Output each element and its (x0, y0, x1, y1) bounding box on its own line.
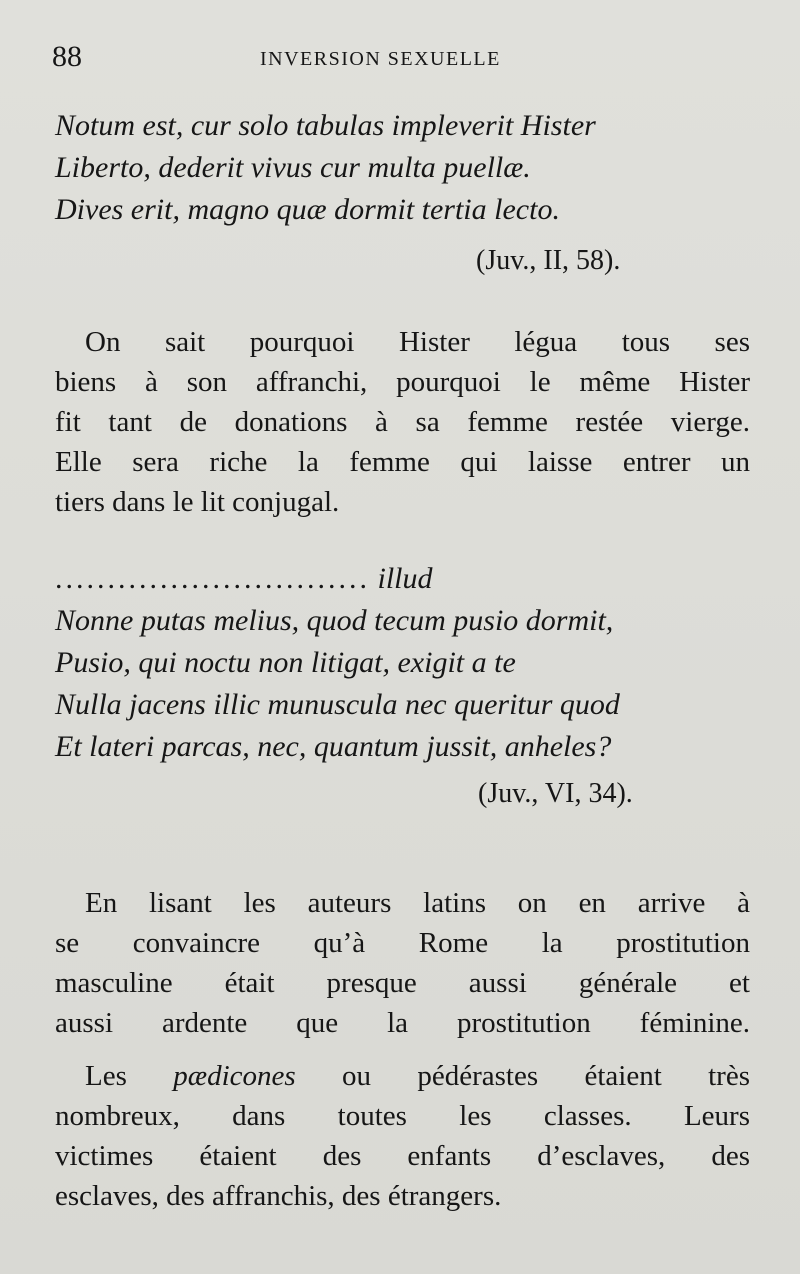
text-fragment: ou pédérastes étaient très (295, 1060, 751, 1092)
italic-term: pædicones (173, 1060, 296, 1092)
verse-line-with-ellipsis (55, 558, 620, 600)
verse-first-word: illud (377, 562, 433, 595)
paragraph-hister (55, 322, 750, 522)
page-number: 88 (52, 40, 82, 73)
verse-line: Liberto, dederit vivus cur multa puellæ. (55, 151, 531, 184)
paragraph-line: fit tant de donations à sa femme restée vierge. (55, 406, 750, 438)
paragraph-rome (55, 883, 750, 1043)
paragraph-line (55, 1056, 750, 1096)
paragraph-line: se convaincre qu’à Rome la prostitution (55, 927, 750, 959)
paragraph-line: biens à son affranchi, pourquoi le même Hister (55, 366, 750, 398)
latin-verse-2 (55, 558, 620, 768)
paragraph-line: tiers dans le lit conjugal. (55, 486, 340, 518)
ellipsis-dots: .............................. (55, 562, 370, 595)
citation-juv-2: (Juv., II, 58). (476, 245, 621, 276)
paragraph-line: En lisant les auteurs latins on en arrive à (85, 887, 750, 919)
latin-verse-1 (55, 105, 596, 231)
verse-line: Pusio, qui noctu non litigat, exigit a te (55, 646, 516, 679)
paragraph-line: esclaves, des affranchis, des étrangers. (55, 1180, 502, 1212)
paragraph-line: On sait pourquoi Hister légua tous ses (85, 326, 750, 358)
paragraph-line: nombreux, dans toutes les classes. Leurs (55, 1100, 750, 1132)
verse-line: Nulla jacens illic munuscula nec queritur quod (55, 688, 620, 721)
paragraph-line: Elle sera riche la femme qui laisse entrer un (55, 446, 750, 478)
citation-juv-6: (Juv., VI, 34). (478, 778, 633, 809)
verse-line: Dives erit, magno quæ dormit tertia lecto. (55, 193, 560, 226)
text-fragment: Les (85, 1060, 174, 1092)
paragraph-line: masculine était presque aussi générale et (55, 967, 750, 999)
verse-line: Nonne putas melius, quod tecum pusio dormit, (55, 604, 614, 637)
running-title: INVERSION SEXUELLE (260, 48, 501, 70)
verse-line: Et lateri parcas, nec, quantum jussit, anheles? (55, 730, 612, 763)
paragraph-paedicones (55, 1056, 750, 1216)
paragraph-line: victimes étaient des enfants d’esclaves, des (55, 1140, 750, 1172)
verse-line: Notum est, cur solo tabulas impleverit Hister (55, 109, 596, 142)
page-header (52, 40, 752, 84)
paragraph-line: aussi ardente que la prostitution féminine. (55, 1007, 750, 1039)
